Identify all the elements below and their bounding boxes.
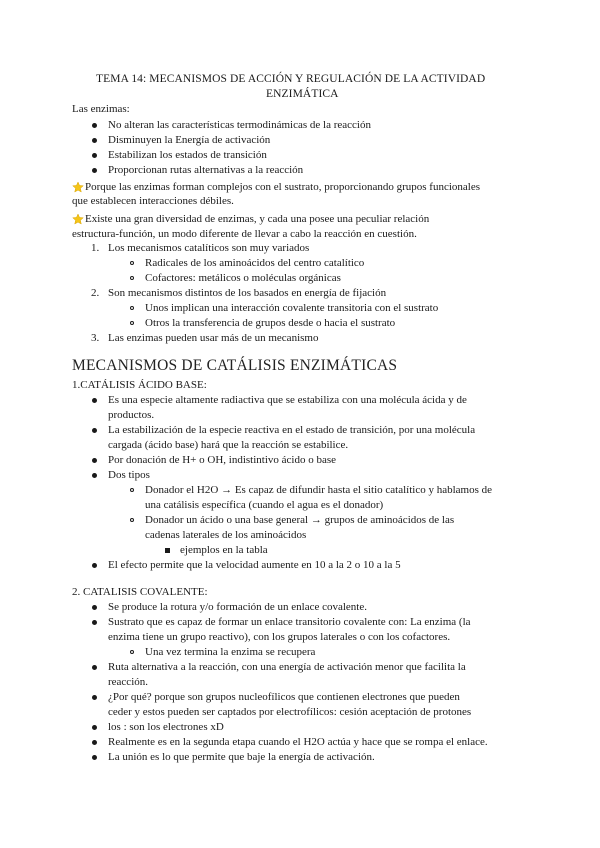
subsection-label: 1.CATÁLISIS ÁCIDO BASE:	[72, 379, 207, 391]
list-subitem: Unos implican una interacción covalente transitoria con el sustrato	[145, 302, 439, 314]
bullet-icon	[92, 695, 97, 700]
bullet-icon	[92, 138, 97, 143]
circle-bullet-icon	[130, 261, 134, 265]
list-item: Disminuyen la Energía de activación	[108, 134, 271, 146]
list-item-cont: ceder y estos pueden ser captados por electrofílicos: cesión aceptación de protones	[108, 706, 472, 718]
list-item: Los mecanismos catalíticos son muy variados	[108, 242, 310, 254]
list-item: Dos tipos	[108, 469, 150, 481]
note-text: Porque las enzimas forman complejos con el sustrato, proporcionando grupos funcionales	[85, 181, 480, 193]
bullet-icon	[92, 473, 97, 478]
circle-bullet-icon	[130, 650, 134, 654]
circle-bullet-icon	[130, 488, 134, 492]
list-item: Son mecanismos distintos de los basados en energía de fijación	[108, 287, 387, 299]
list-item: Estabilizan los estados de transición	[108, 149, 267, 161]
list-item-cont: cargada (ácido base) hará que la reacción se estabilice.	[108, 439, 349, 451]
bullet-icon	[92, 740, 97, 745]
list-subitem: Otros la transferencia de grupos desde o hacia el sustrato	[145, 317, 396, 329]
bullet-icon	[92, 168, 97, 173]
list-item: La estabilización de la especie reactiva en el estado de transición, por una molécula	[108, 424, 476, 436]
list-number: 1.	[91, 242, 100, 254]
bullet-icon	[92, 605, 97, 610]
bullet-icon	[92, 563, 97, 568]
bullet-icon	[92, 725, 97, 730]
subsection-label: 2. CATALISIS COVALENTE:	[72, 586, 208, 598]
list-item: No alteran las características termodinámicas de la reacción	[108, 119, 371, 131]
list-subsubitem: ejemplos en la tabla	[180, 544, 268, 556]
star-icon	[72, 213, 84, 225]
list-item-cont: enzima tiene un grupo reactivo), con los grupos laterales o con los cofactores.	[108, 631, 451, 643]
circle-bullet-icon	[130, 518, 134, 522]
list-item: Sustrato que es capaz de formar un enlace transitorio covalente con: La enzima (la	[108, 616, 471, 628]
list-subitem: Donador un ácido o una base general → grupos de aminoácidos de las	[145, 514, 455, 526]
list-item: La unión es lo que permite que baje la energía de activación.	[108, 751, 375, 763]
list-item: Las enzimas pueden usar más de un mecanismo	[108, 332, 319, 344]
list-item: los : son los electrones xD	[108, 721, 224, 733]
list-item-cont: reacción.	[108, 676, 148, 688]
bullet-icon	[92, 458, 97, 463]
list-item-cont: productos.	[108, 409, 155, 421]
bullet-icon	[92, 123, 97, 128]
page-title: TEMA 14: MECANISMOS DE ACCIÓN Y REGULACIÓN DE LA ACTIVIDAD	[96, 73, 486, 85]
list-item: Ruta alternativa a la reacción, con una energía de activación menor que facilita la	[108, 661, 466, 673]
list-item: Proporcionan rutas alternativas a la reacción	[108, 164, 304, 176]
note-text-cont: que establecen interacciones débiles.	[72, 195, 234, 207]
list-number: 3.	[91, 332, 100, 344]
bullet-icon	[92, 398, 97, 403]
circle-bullet-icon	[130, 306, 134, 310]
bullet-icon	[92, 755, 97, 760]
bullet-icon	[92, 665, 97, 670]
note-text: Existe una gran diversidad de enzimas, y cada una posee una peculiar relación	[85, 213, 430, 225]
list-item: Se produce la rotura y/o formación de un enlace covalente.	[108, 601, 367, 613]
star-icon	[72, 181, 84, 193]
list-item: ¿Por qué? porque son grupos nucleofílicos que contienen electrones que pueden	[108, 691, 460, 703]
list-subitem: Donador el H2O → Es capaz de difundir hasta el sitio catalítico y hablamos de	[145, 484, 493, 496]
circle-bullet-icon	[130, 321, 134, 325]
bullet-icon	[92, 428, 97, 433]
note-text-cont: estructura-función, un modo diferente de llevar a cabo la reacción en cuestión.	[72, 228, 417, 240]
circle-bullet-icon	[130, 276, 134, 280]
list-subitem-cont: una catálisis específica (cuando el agua es el donador)	[145, 499, 384, 511]
list-item: El efecto permite que la velocidad aumente en 10 a la 2 o 10 a la 5	[108, 559, 401, 571]
list-subitem-cont: cadenas laterales de los aminoácidos	[145, 529, 307, 541]
list-item: Por donación de H+ o OH, indistintivo ácido o base	[108, 454, 337, 466]
list-subitem: Cofactores: metálicos o moléculas orgánicas	[145, 272, 341, 284]
list-subitem: Una vez termina la enzima se recupera	[145, 646, 316, 658]
list-subitem: Radicales de los aminoácidos del centro catalítico	[145, 257, 365, 269]
list-item: Realmente es en la segunda etapa cuando el H2O actúa y hace que se rompa el enlace.	[108, 736, 488, 748]
list-item: Es una especie altamente radiactiva que se estabiliza con una molécula ácida y de	[108, 394, 467, 406]
intro-label: Las enzimas:	[72, 103, 130, 115]
page-title-cont: ENZIMÁTICA	[266, 88, 339, 100]
square-bullet-icon	[165, 548, 170, 553]
section-heading: MECANISMOS DE CATÁLISIS ENZIMÁTICAS	[72, 357, 398, 374]
bullet-icon	[92, 153, 97, 158]
list-number: 2.	[91, 287, 100, 299]
bullet-icon	[92, 620, 97, 625]
